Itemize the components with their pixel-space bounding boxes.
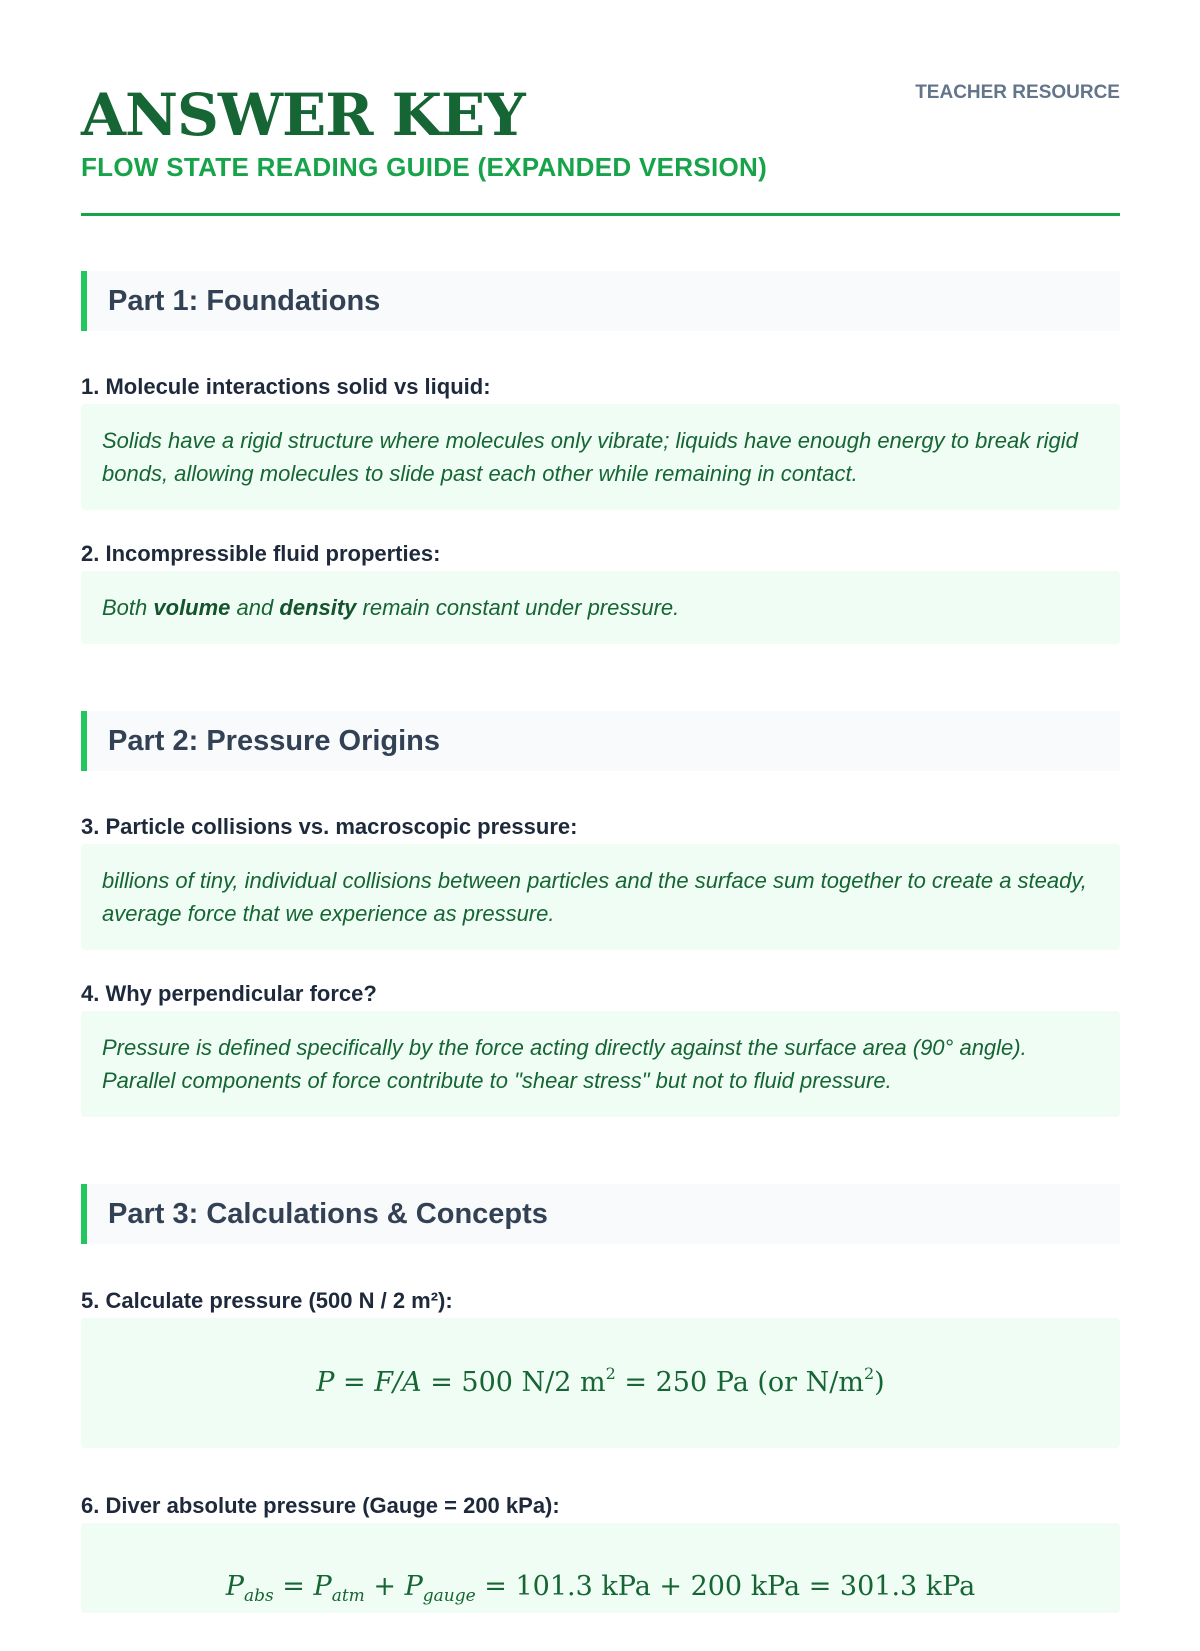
formula-5-close: ) bbox=[874, 1367, 885, 1398]
formula-5-eq1: = bbox=[343, 1367, 366, 1398]
formula-5-unit-exponent: 2 bbox=[863, 1364, 875, 1383]
formula-5-result: 250 Pa (or N/m bbox=[655, 1367, 864, 1398]
section-heading-part2 bbox=[81, 711, 1120, 771]
formula-6-values: 101.3 kPa + 200 kPa bbox=[515, 1571, 801, 1602]
question-2: 2. Incompressible fluid properties: bbox=[81, 541, 441, 566]
section-heading-label: Part 1: Foundations bbox=[108, 285, 381, 317]
formula-6-eq3: = bbox=[808, 1571, 832, 1602]
question-1: 1. Molecule interactions solid vs liquid: bbox=[81, 374, 491, 399]
resource-tag: TEACHER RESOURCE bbox=[915, 82, 1120, 103]
formula-6-p-abs: P bbox=[225, 1571, 244, 1602]
section-heading-label: Part 3: Calculations & Concepts bbox=[108, 1198, 548, 1230]
section-heading-label: Part 2: Pressure Origins bbox=[108, 725, 441, 757]
question-3: 3. Particle collisions vs. macroscopic pressure: bbox=[81, 814, 578, 839]
formula-6-eq2: = bbox=[484, 1571, 507, 1602]
answer-1: Solids have a rigid structure where molecules only vibrate; liquids have enough energy to break rigid bonds, allowing molecules to slide past each other while remaining in contact. bbox=[81, 404, 1120, 510]
formula-5-p: P bbox=[316, 1367, 335, 1398]
answer-3: billions of tiny, individual collisions between particles and the surface sum together to create a steady, average force that we experience as pressure. bbox=[81, 844, 1120, 950]
section-heading-part3 bbox=[81, 1184, 1120, 1244]
question-5: 5. Calculate pressure (500 N / 2 m²): bbox=[81, 1288, 453, 1313]
formula-6-eq1: = bbox=[282, 1571, 305, 1602]
document-header bbox=[81, 0, 1120, 216]
section-heading-part1 bbox=[81, 271, 1120, 331]
formula-6-sub-gauge: gauge bbox=[422, 1586, 476, 1606]
formula-5-eq3: = bbox=[624, 1367, 648, 1398]
formula-5 bbox=[81, 1318, 1120, 1448]
formula-5-area-exponent: 2 bbox=[605, 1364, 616, 1383]
question-4: 4. Why perpendicular force? bbox=[81, 981, 377, 1006]
page-title: ANSWER KEY bbox=[81, 81, 525, 149]
answer-2-suffix: remain constant under pressure. bbox=[362, 595, 680, 620]
page-subtitle: FLOW STATE READING GUIDE (EXPANDED VERSION) bbox=[81, 152, 768, 182]
answer-key-page bbox=[81, 0, 1120, 1606]
question-6: 6. Diver absolute pressure (Gauge = 200 kPa): bbox=[81, 1493, 560, 1518]
answer-2-term-density: density bbox=[279, 595, 357, 620]
formula-6-result: 301.3 kPa bbox=[839, 1571, 976, 1602]
answer-2-term-volume: volume bbox=[153, 595, 231, 620]
formula-5-f-over-a: F/A bbox=[374, 1367, 422, 1398]
answer-2-prefix: Both bbox=[102, 595, 148, 620]
formula-6-sub-atm: atm bbox=[331, 1586, 365, 1606]
answer-2-mid: and bbox=[236, 595, 274, 620]
formula-5-eq2: = bbox=[430, 1367, 453, 1398]
answer-2 bbox=[81, 571, 1120, 644]
formula-6-p-atm: P bbox=[313, 1571, 332, 1602]
answer-4: Pressure is defined specifically by the force acting directly against the surface area (90° angle). Parallel components of force contribute to "shear stress" but not to fluid pressure. bbox=[81, 1011, 1120, 1117]
formula-6-sub-abs: abs bbox=[243, 1586, 274, 1606]
formula-6-p-gauge: P bbox=[404, 1571, 423, 1602]
formula-5-force-area: 500 N/2 m bbox=[461, 1367, 606, 1398]
formula-6-plus: + bbox=[373, 1571, 396, 1602]
